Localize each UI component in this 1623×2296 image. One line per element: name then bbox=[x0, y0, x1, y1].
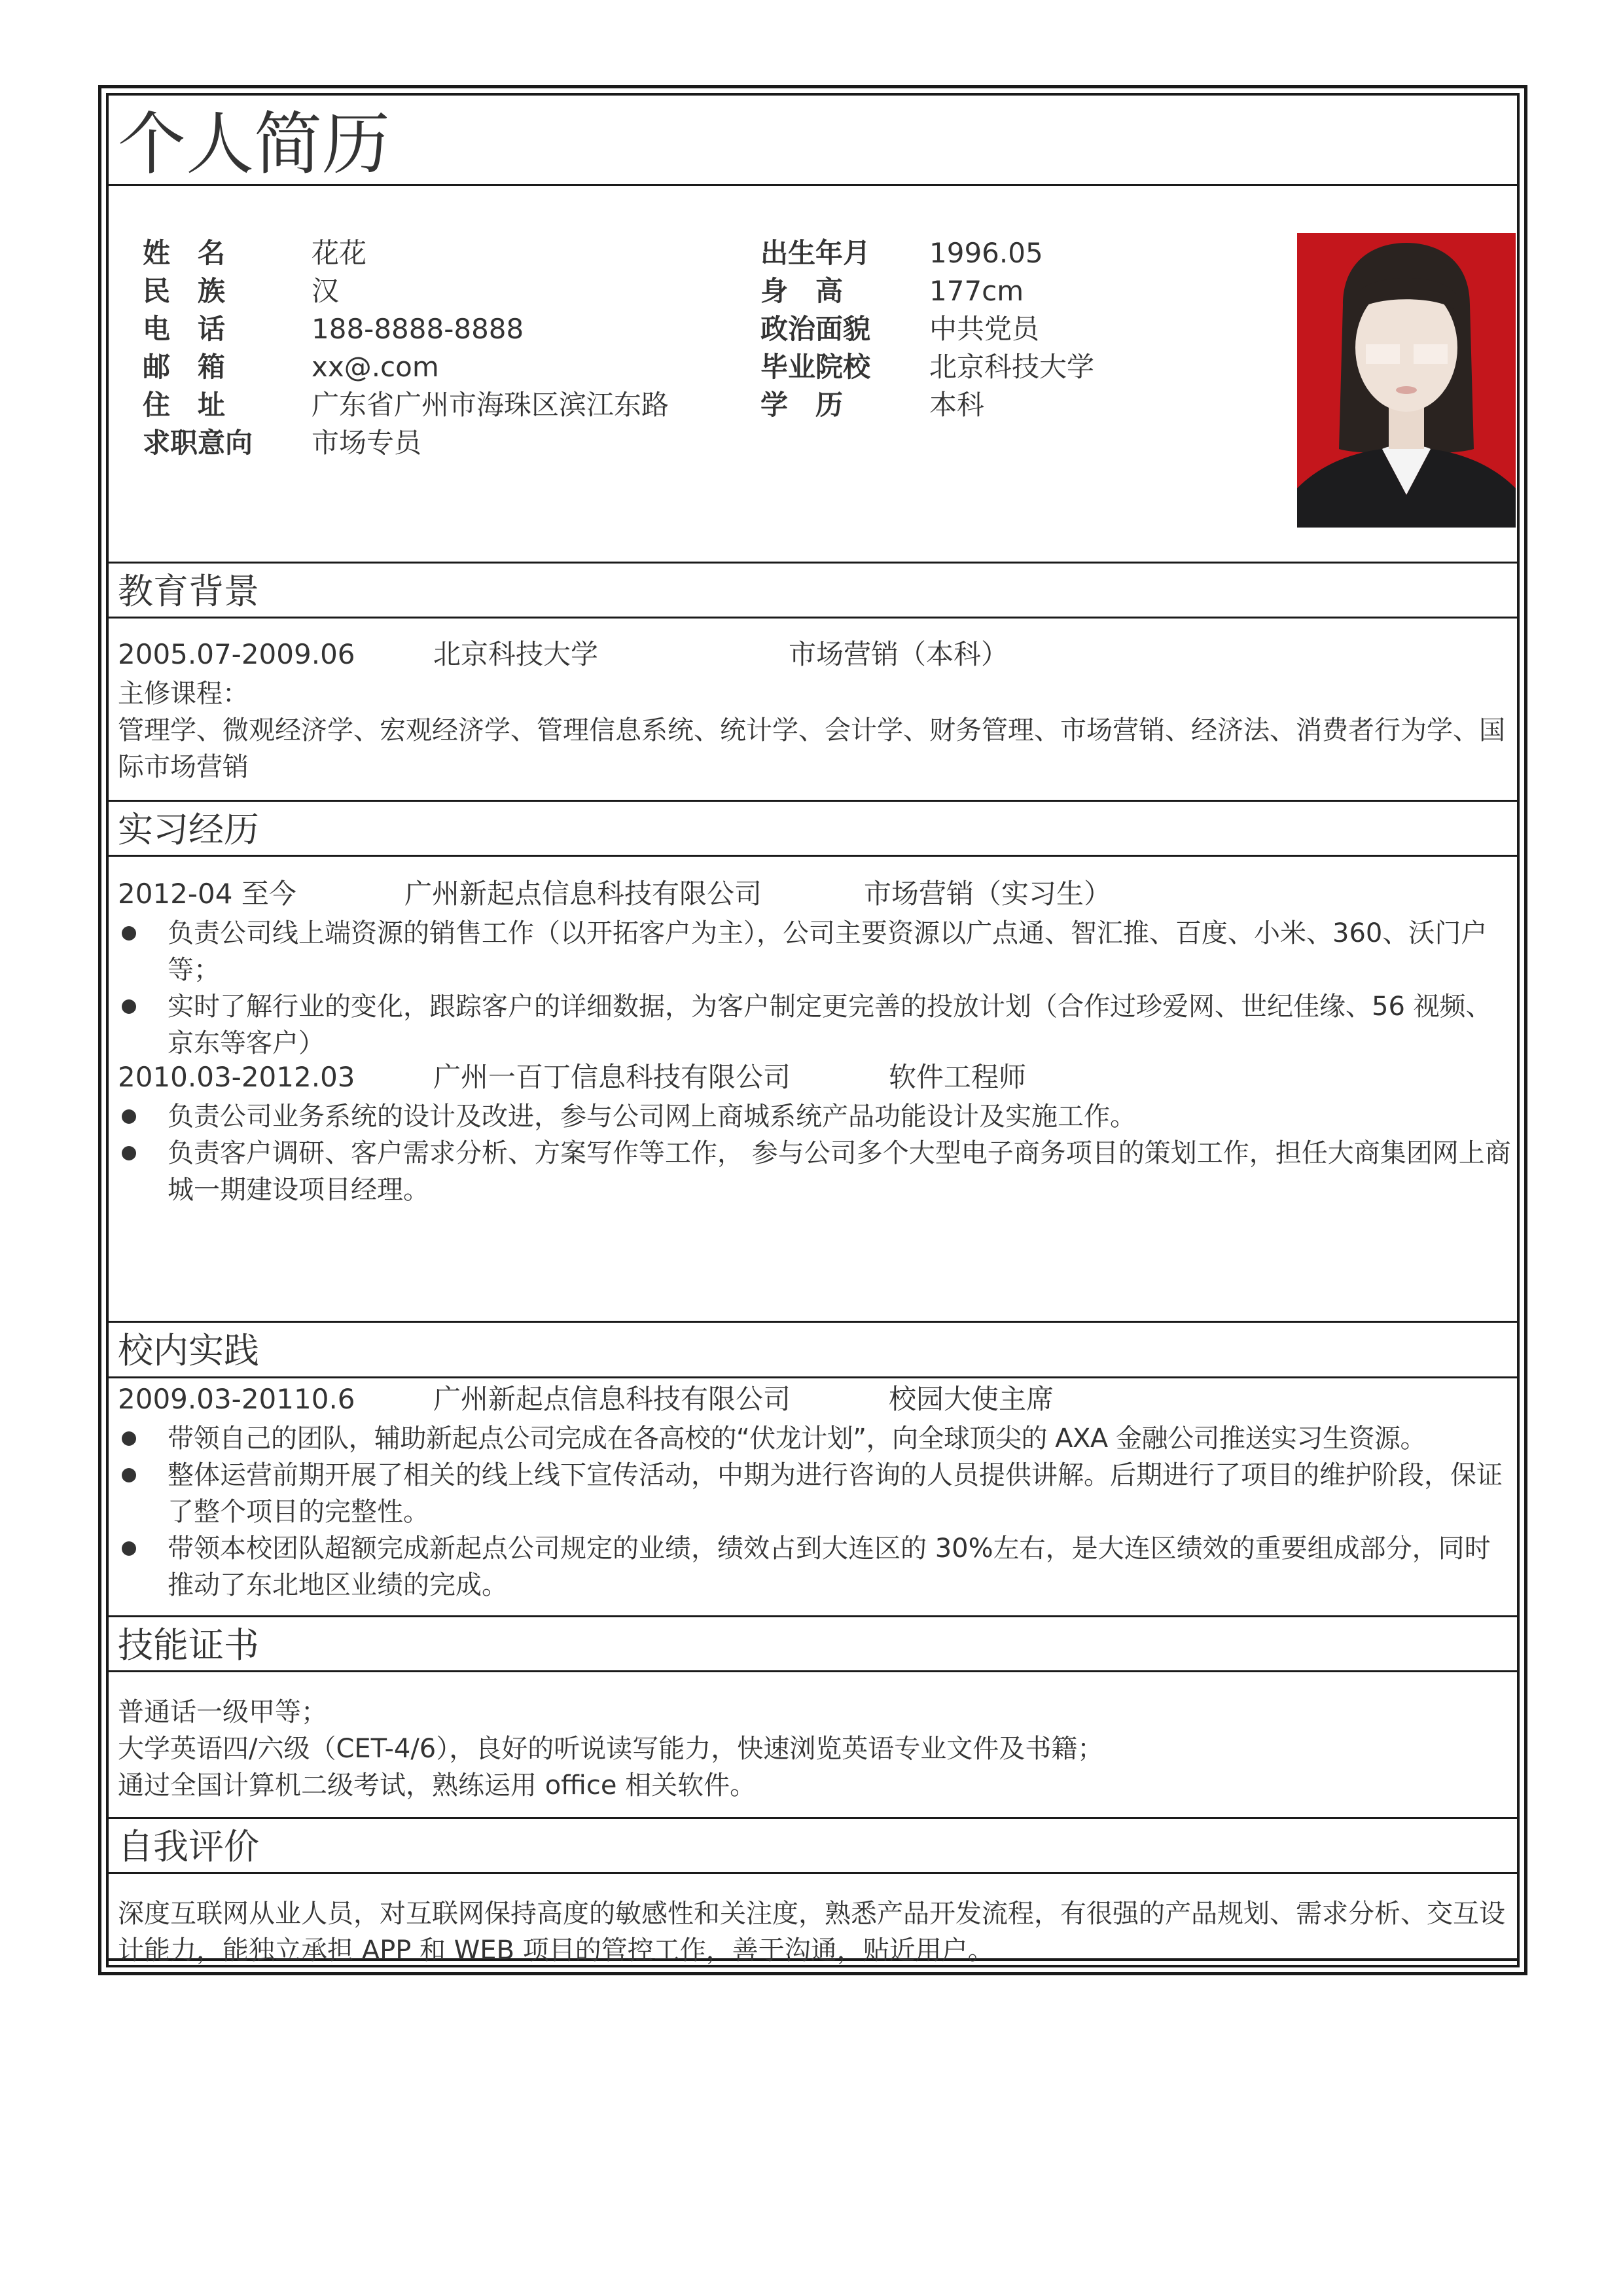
skill-line-1: 普通话一级甲等； bbox=[118, 1697, 327, 1727]
label-politics: 政治面貌 bbox=[760, 313, 871, 345]
value-address: 广东省广州市海珠区滨江东路 bbox=[312, 389, 669, 421]
campus-period: 2009.03-20110.6 bbox=[118, 1383, 355, 1415]
edu-school: 北京科技大学 bbox=[433, 638, 599, 670]
divider-intern-top bbox=[106, 800, 1520, 802]
value-phone: 188-8888-8888 bbox=[312, 313, 524, 345]
value-degree: 本科 bbox=[929, 389, 985, 421]
bullet-icon bbox=[122, 1468, 136, 1482]
job2-item-1: 负责公司业务系统的设计及改进，参与公司网上商城系统产品功能设计及实施工作。 bbox=[168, 1102, 1136, 1132]
job2-role: 软件工程师 bbox=[889, 1061, 1027, 1093]
divider-edu-top bbox=[106, 562, 1520, 564]
bullet-icon bbox=[122, 926, 136, 941]
section-title-self-eval: 自我评价 bbox=[118, 1826, 259, 1867]
bullet-icon bbox=[122, 999, 136, 1014]
label-degree: 学 历 bbox=[760, 389, 844, 421]
job1-role: 市场营销（实习生） bbox=[864, 878, 1112, 910]
job2-company: 广州一百丁信息科技有限公司 bbox=[433, 1061, 791, 1093]
divider-campus-top bbox=[106, 1321, 1520, 1323]
value-politics: 中共党员 bbox=[929, 313, 1040, 345]
profile-photo bbox=[1297, 233, 1516, 528]
divider-skills-bottom bbox=[106, 1670, 1520, 1672]
campus-item-3: 带领本校团队超额完成新起点公司规定的业绩，绩效占到大连区的 30%左右，是大连区绩效的重要组成部分，同时推动了东北地区业绩的完成。 bbox=[168, 1534, 1491, 1600]
value-email: xx@.com bbox=[312, 351, 439, 383]
value-job-intent: 市场专员 bbox=[312, 427, 422, 459]
section-title-internship: 实习经历 bbox=[118, 809, 259, 850]
label-birth: 出生年月 bbox=[760, 237, 871, 269]
bullet-icon bbox=[122, 1146, 136, 1160]
label-email: 邮 箱 bbox=[143, 351, 226, 383]
job1-period: 2012-04 至今 bbox=[118, 878, 296, 910]
label-phone: 电 话 bbox=[143, 313, 226, 345]
job2-item-2: 负责客户调研、客户需求分析、方案写作等工作， 参与公司多个大型电子商务项目的策划工作，担任大商集团网上商城一期建设项目经理。 bbox=[168, 1138, 1511, 1205]
label-ethnicity: 民 族 bbox=[143, 275, 226, 307]
edu-period: 2005.07-2009.06 bbox=[118, 638, 355, 670]
bullet-icon bbox=[122, 1541, 136, 1556]
self-eval-text: 深度互联网从业人员，对互联网保持高度的敏感性和关注度，熟悉产品开发流程，有很强的产品规划、需求分析、交互设计能力，能独立承担 APP 和 WEB 项目的管控工作，善于沟通，贴近用户。 bbox=[118, 1899, 1505, 1965]
campus-role: 校园大使主席 bbox=[889, 1383, 1054, 1415]
divider-campus-bottom bbox=[106, 1376, 1520, 1378]
value-ethnicity: 汉 bbox=[312, 275, 340, 307]
job2-period: 2010.03-2012.03 bbox=[118, 1061, 355, 1093]
job1-company: 广州新起点信息科技有限公司 bbox=[404, 878, 762, 910]
value-school: 北京科技大学 bbox=[929, 351, 1095, 383]
edu-courses: 管理学、微观经济学、宏观经济学、管理信息系统、统计学、会计学、财务管理、市场营销、经济法、消费者行为学、国际市场营销 bbox=[118, 715, 1505, 782]
campus-item-1: 带领自己的团队，辅助新起点公司完成在各高校的“伏龙计划”，向全球顶尖的 AXA 金融公司推送实习生资源。 bbox=[168, 1424, 1427, 1454]
divider-skills-top bbox=[106, 1615, 1520, 1617]
section-title-campus: 校内实践 bbox=[118, 1330, 259, 1371]
skill-line-3: 通过全国计算机二级考试，熟练运用 office 相关软件。 bbox=[118, 1770, 757, 1801]
label-height: 身 高 bbox=[760, 275, 844, 307]
section-title-skills: 技能证书 bbox=[118, 1624, 259, 1666]
campus-org: 广州新起点信息科技有限公司 bbox=[433, 1383, 791, 1415]
label-address: 住 址 bbox=[143, 389, 226, 421]
skill-line-2: 大学英语四/六级（CET-4/6），良好的听说读写能力，快速浏览英语专业文件及书籍； bbox=[118, 1734, 1104, 1764]
value-name: 花花 bbox=[312, 237, 367, 269]
value-birth: 1996.05 bbox=[929, 237, 1043, 269]
label-name: 姓 名 bbox=[143, 237, 226, 269]
page-title: 个人简历 bbox=[118, 104, 391, 184]
section-title-education: 教育背景 bbox=[118, 571, 259, 612]
edu-courses-label: 主修课程： bbox=[118, 679, 249, 709]
portrait-illustration bbox=[1297, 233, 1516, 528]
label-job-intent: 求职意向 bbox=[143, 427, 253, 459]
divider-eval-top bbox=[106, 1817, 1520, 1819]
divider-eval-bottom bbox=[106, 1872, 1520, 1874]
job1-item-1: 负责公司线上端资源的销售工作（以开拓客户为主），公司主要资源以广点通、智汇推、百度、小米、360、沃门户等； bbox=[168, 918, 1488, 985]
job1-item-2: 实时了解行业的变化，跟踪客户的详细数据，为客户制定更完善的投放计划（合作过珍爱网、世纪佳缘、56 视频、京东等客户） bbox=[168, 992, 1492, 1058]
divider-intern-bottom bbox=[106, 855, 1520, 857]
edu-major: 市场营销（本科） bbox=[789, 638, 1009, 670]
bullet-icon bbox=[122, 1431, 136, 1446]
campus-item-2: 整体运营前期开展了相关的线上线下宣传活动，中期为进行咨询的人员提供讲解。后期进行了项目的维护阶段，保证了整个项目的完整性。 bbox=[168, 1460, 1503, 1527]
divider-edu-bottom bbox=[106, 617, 1520, 619]
label-school: 毕业院校 bbox=[760, 351, 871, 383]
bullet-icon bbox=[122, 1109, 136, 1124]
value-height: 177cm bbox=[929, 275, 1024, 307]
